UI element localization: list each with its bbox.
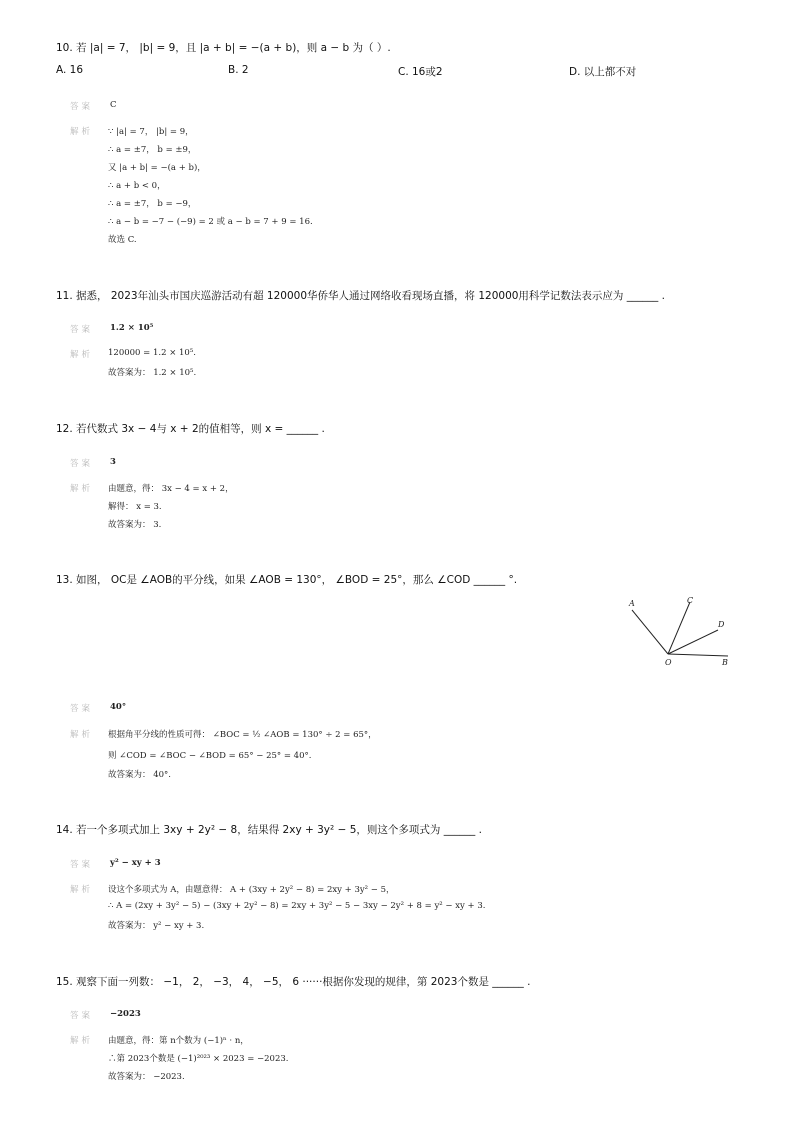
q10-answer-label: 答案 — [70, 102, 94, 112]
q15-answer-label: 答案 — [70, 1011, 94, 1021]
q12-analysis-line: 由题意，得： 3x − 4 = x + 2， — [108, 484, 234, 494]
q12-analysis-line: 故答案为： 3. — [108, 520, 162, 530]
ray-oa — [632, 610, 668, 654]
q13-stem: 13. 如图， OC是 ∠AOB的平分线，如果 ∠AOB = 130°， ∠BOD = 25°，那么 ∠COD ______ °. — [56, 574, 518, 586]
q12-stem: 12. 若代数式 3x − 4与 x + 2的值相等，则 x = ______ . — [56, 423, 325, 435]
q11-answer-label: 答案 — [70, 325, 94, 335]
label-b: B — [722, 658, 728, 667]
q10-option-b: B. 2 — [228, 64, 249, 76]
q13-analysis-line: 根据角平分线的性质可得： ∠BOC = ½ ∠AOB = 130° ÷ 2 = 65°， — [108, 730, 377, 740]
q14-analysis-line: 故答案为： y² − xy + 3. — [108, 921, 205, 931]
ray-oc — [668, 602, 690, 654]
q10-analysis-label: 解析 — [70, 127, 94, 137]
q13-analysis-line: 则 ∠COD = ∠BOC − ∠BOD = 65° − 25° = 40°. — [108, 751, 312, 761]
q10-stem: 10. 若 |a| = 7， |b| = 9，且 |a + b| = −(a + b)，则 a − b 为（ ）. — [56, 42, 391, 54]
q10-answer: C — [110, 100, 117, 110]
q15-analysis-line: 故答案为： −2023. — [108, 1072, 185, 1082]
q10-option-a: A. 16 — [56, 64, 84, 76]
q11-analysis-line: 故答案为： 1.2 × 10⁵. — [108, 368, 197, 378]
q15-analysis-line: 由题意，得：第 n个数为 (−1)ⁿ · n， — [108, 1036, 249, 1046]
q13-analysis-line: 故答案为： 40°. — [108, 770, 171, 780]
q11-analysis-line: 120000 = 1.2 × 10⁵. — [108, 348, 196, 358]
q10-analysis-line: 又 |a + b| = −(a + b)， — [108, 163, 206, 173]
ray-od — [668, 630, 718, 654]
q15-stem: 15. 观察下面一列数： −1， 2， −3， 4， −5， 6 ······根据你发现的规律，第 2023个数是 ______ . — [56, 976, 531, 988]
q14-answer-label: 答案 — [70, 860, 94, 870]
q14-answer: y² − xy + 3 — [110, 858, 161, 868]
label-o: O — [665, 658, 672, 667]
q13-answer: 40° — [110, 702, 127, 712]
q10-analysis-line: ∴ a − b = −7 − (−9) = 2 或 a − b = 7 + 9 = 16. — [108, 217, 313, 227]
q11-stem: 11. 据悉， 2023年汕头市国庆巡游活动有超 120000华侨华人通过网络收看现场直播，将 120000用科学记数法表示应为 ______ . — [56, 290, 665, 302]
q14-analysis-line: 设这个多项式为 A，由题意得： A + (3xy + 2y² − 8) = 2xy + 3y² − 5， — [108, 885, 395, 895]
q12-answer-label: 答案 — [70, 459, 94, 469]
q10-option-c: C. 16或2 — [398, 66, 443, 78]
label-c: C — [687, 596, 694, 605]
angle-figure — [620, 592, 740, 672]
q15-analysis-label: 解析 — [70, 1036, 94, 1046]
q14-analysis-line: ∴ A = (2xy + 3y² − 5) − (3xy + 2y² − 8) = 2xy + 3y² − 5 − 3xy − 2y² + 8 = y² − xy + 3. — [108, 901, 486, 911]
q11-analysis-label: 解析 — [70, 350, 94, 360]
q15-answer: −2023 — [110, 1009, 141, 1019]
label-d: D — [718, 620, 725, 629]
q12-answer: 3 — [110, 457, 116, 467]
q14-stem: 14. 若一个多项式加上 3xy + 2y² − 8，结果得 2xy + 3y² − 5，则这个多项式为 ______ . — [56, 824, 482, 836]
q13-answer-label: 答案 — [70, 704, 94, 714]
q11-answer: 1.2 × 10⁵ — [110, 323, 154, 333]
q12-analysis-line: 解得： x = 3. — [108, 502, 162, 512]
q15-analysis-line: ∴第 2023个数是 (−1)²⁰²³ × 2023 = −2023. — [108, 1054, 289, 1064]
q13-analysis-label: 解析 — [70, 730, 94, 740]
q10-analysis-line: ∴ a = ±7， b = ±9， — [108, 145, 197, 155]
q10-analysis-line: ∴ a + b < 0， — [108, 181, 166, 191]
q10-analysis-line: ∵ |a| = 7， |b| = 9， — [108, 127, 194, 137]
ray-ob — [668, 654, 728, 656]
label-a: A — [629, 599, 635, 608]
q12-analysis-label: 解析 — [70, 484, 94, 494]
q10-option-d: D. 以上都不对 — [569, 66, 637, 78]
q10-analysis-line: 故选 C. — [108, 235, 137, 245]
q10-analysis-line: ∴ a = ±7， b = −9， — [108, 199, 197, 209]
q14-analysis-label: 解析 — [70, 885, 94, 895]
